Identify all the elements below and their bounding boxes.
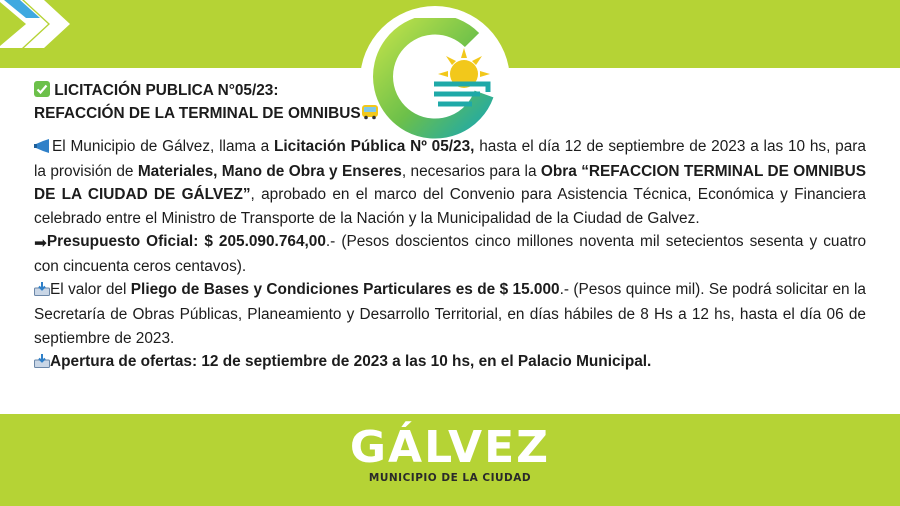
brand-name: GÁLVEZ [349, 422, 551, 473]
check-mark-icon [34, 81, 50, 103]
title-line-2: REFACCIÓN DE LA TERMINAL DE OMNIBUS [34, 105, 361, 122]
inbox-tray-icon [34, 352, 50, 375]
title-line-1: LICITACIÓN PUBLICA N°05/23: [54, 82, 279, 99]
paragraph-apertura: Apertura de ofertas: 12 de septiembre de 2023 a las 10 hs, en el Palacio Municipal. [34, 350, 866, 375]
chevron-decoration-icon [0, 0, 90, 48]
bus-icon [361, 104, 379, 126]
right-arrow-icon: ➡ [34, 234, 47, 252]
megaphone-icon [34, 137, 52, 160]
announcement-title [34, 80, 866, 126]
brand-subtitle: MUNICIPIO DE LA CIUDAD [368, 472, 532, 484]
paragraph-pliego: El valor del Pliego de Bases y Condiciones Particulares es de $ 15.000.- (Pesos quince mil). Se podrá solicitar en la Secretaría de Obras Públicas, Planeamiento y Desarrollo Territorial, en días hábiles de 8 Hs a 12 hs, hasta el día 06 de septiembre de 2023. [34, 281, 866, 347]
paragraph-budget: ➡Presupuesto Oficial: $ 205.090.764,00.- (Pesos doscientos cinco millones noventa mil setecientos sesenta y cuatro con cincuenta ceros centavos). [34, 232, 867, 276]
paragraph-intro: El Municipio de Gálvez, llama a Licitación Pública Nº 05/23, hasta el día 12 de septiembre de 2023 a las 10 hs, para la provisión de Materiales, Mano de Obra y Enseres, necesarios para la Obra “REFACCION TERMINAL DE OMNIBUS DE LA CIUDAD DE GÁLVEZ”, aprobado en el marco del Convenio para Asistencia Técnica, Económica y Financiera celebrado entre el Ministro de Transporte de la Nación y la Municipalidad de la Ciudad de Galvez. [34, 138, 866, 227]
announcement-content [34, 80, 866, 375]
inbox-tray-icon [34, 280, 50, 303]
